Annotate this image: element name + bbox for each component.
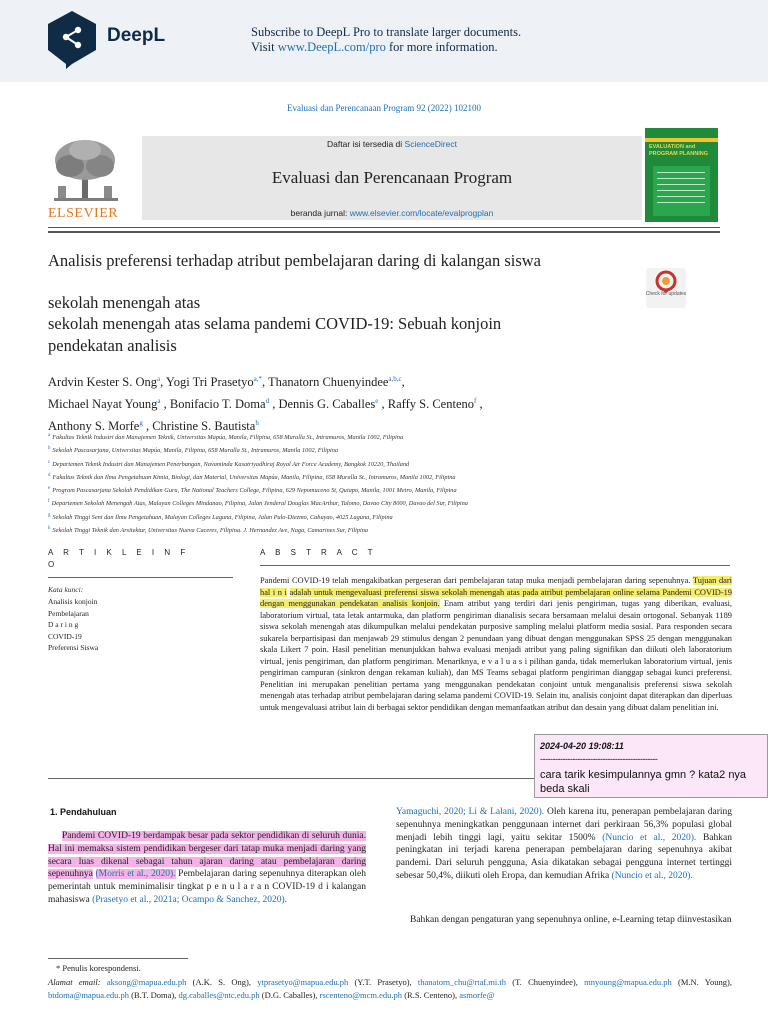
author-line3: Anthony S. Morfe$^g$ , Christine S. Bautista$^h$	[48, 419, 259, 434]
author-affil-sup[interactable]: a	[157, 397, 161, 406]
keyword-item: D a r i n g	[48, 620, 79, 629]
email-owner: (B.T. Doma),	[131, 989, 177, 1000]
author-affil-sup[interactable]: h	[255, 419, 259, 428]
citation-link[interactable]: Yamaguchi, 2020; Li & Lalani, 2020).	[396, 807, 545, 817]
intro-text: Oleh karena itu, penerapan pembelajaran daring sepenuhnya meningkatkan penggunaan internet dari perkiraan 56,3% populasi global menjadi lebih tinggi lagi, yaitu sekitar 1500%	[396, 807, 732, 843]
promo-line1: Subscribe to DeepL Pro to translate larger documents.	[251, 25, 522, 39]
masthead-rule	[48, 227, 720, 228]
deepl-promo	[251, 25, 521, 55]
article-title-line2: sekolah menengah atas	[48, 293, 201, 312]
author-name[interactable]: Michael Nayat Young	[48, 397, 158, 412]
affiliation-list	[48, 430, 728, 536]
affiliation-sup: b	[48, 446, 51, 452]
email-label: Alamat email:	[48, 977, 101, 987]
author-affil-sup[interactable]: f	[474, 397, 477, 406]
section-heading: 1. Pendahuluan	[50, 807, 117, 817]
email-link[interactable]: ytprasetyo@mapua.edu.ph	[257, 977, 349, 987]
email-link[interactable]: thanatorn_chu@rtaf.mi.th	[417, 977, 507, 987]
email-owner: (Y.T. Prasetyo),	[354, 977, 412, 987]
author-name[interactable]: Raffy S. Centeno	[387, 397, 474, 412]
email-owner: (A.K. S. Ong),	[192, 977, 252, 987]
deepl-brand[interactable]: DeepL	[107, 25, 166, 46]
author-list	[48, 370, 718, 436]
journal-title: Evaluasi dan Perencanaan Program	[271, 168, 513, 187]
abstract-body[interactable]	[260, 575, 732, 713]
email-owner: (M.N. Young),	[678, 977, 733, 987]
abstract-highlight-yellow[interactable]: adalah untuk mengevaluasi preferensi siswa sekolah menengah atas pada atribut pembelajaran online selama Pandemi COVID-19 dengan menggunakan pendekatan analisis konjoin.	[260, 587, 732, 608]
author-affil-sup[interactable]: d	[265, 397, 270, 406]
cover-title: EVALUATION and PROGRAM PLANNING	[649, 144, 708, 157]
intro-highlight-pink[interactable]: Pandemi COVID-19 berdampak besar pada sektor pendidikan di seluruh dunia. Hal ini memaksa sistem pendidikan bergeser dari tatap muka menjadi daring yang secara luas dikenal sebagai tahun ajaran daring atau pembelajaran daring sepenuhnya	[48, 831, 366, 880]
elsevier-tree-logo-icon	[48, 136, 124, 206]
promo-tail: for more information.	[389, 40, 498, 54]
intro-right-column	[396, 806, 732, 883]
intro-left-column	[48, 830, 366, 907]
affiliation-sup: g	[48, 512, 51, 518]
author-affil-sup[interactable]: a,*	[253, 375, 262, 383]
article-title-line4: pendekatan analisis	[48, 336, 177, 355]
affiliation-text: Departemen Sekolah Menengah Atas, Malayan Colleges Mindanao, Filipina, Jalan Jenderal Douglas MacArthur, Talomo, Davao City 8000, Davao del Sur, Filipina	[51, 500, 468, 508]
intro-text: Bahkan peningkatan ini terjadi karena penerapan pembelajaran daring sepenuhnya akibat pandemi. Dari seluruh pengguna, Asia dikatakan sebagai pengguna internet tertinggi sebesar 50,4%, diikuti oleh Eropa, dan kemudian Afrika	[396, 832, 732, 881]
masthead-box	[142, 136, 642, 220]
author-name[interactable]: Bonifacio T. Doma	[169, 397, 266, 412]
affiliation-item	[48, 523, 728, 536]
author-affil-sup[interactable]: e	[375, 397, 379, 406]
journal-homepage	[142, 208, 642, 218]
affiliation-item	[48, 457, 728, 470]
affiliation-item	[48, 496, 728, 509]
abstract-heading: A B S T R A C T	[260, 548, 377, 557]
abstract-text: Enam atribut yang terdiri dari jenis pengiriman, tugas yang diberikan, evaluasi, laboratorium virtual, tata letak antarmuka, dan platform pengiriman dianalisis secara bersamaan melalui desain ortogonal. Sebanyak 1189 siswa sekolah menengah atas dikumpulkan melalui pendekatan purposive sampling melalui platform media sosial. Para responden secara sukarela berpartisipasi dan menjawab 29 stimulus dengan 2 penundaan yang dibuat dengan menggunakan SPSS 25 dengan menggunakan skala Likert 7 poin. Hasil penelitian menunjukkan bahwa evaluasi menjadi atribut yang paling signifikan dan diikuti oleh laboratorium virtual, jenis pengiriman, dan platform pengiriman. Menariknya, e v a l u a s i pilihan ganda, tidak memerlukan laboratorium virtual, jenis pengiriman campuran (sinkron dengan rekaman kuliah), dan MS Teams sebagai platform pengiriman dianggap sebagai kunci preferensi. Penelitian ini merupakan penelitian pertama yang menggunakan pendekatan conjoint untuk menganalisis preferensi siswa sekolah menengah atas terhadap atribut pembelajaran daring selama pandemi COVID-19. Selain itu, analisis conjoint dapat diterapkan dan diperluas untuk mengevaluasi atribut lain di berbagai sektor pendidikan dengan memanfaatkan atribut dan desain yang dibuat dalam penelitian ini.	[260, 599, 732, 712]
article-title-line1: Analisis preferensi terhadap atribut pembelajaran daring di kalangan siswa	[48, 251, 541, 270]
email-link[interactable]: aksong@mapua.edu.ph	[106, 977, 187, 987]
author-name[interactable]: Ardvin Kester S. Ong	[48, 375, 158, 390]
abstract-rule	[260, 565, 730, 566]
deepl-pro-link[interactable]: www.DeepL.com/pro	[277, 40, 386, 54]
author-name[interactable]: Dennis G. Caballes	[278, 397, 376, 412]
author-affil-sup[interactable]: a	[157, 375, 161, 383]
contents-available	[142, 139, 642, 149]
email-link[interactable]: dg.caballes@ntc.edu.ph	[178, 989, 260, 1000]
journal-masthead	[48, 128, 720, 224]
affiliation-text: Program Pascasarjana Sekolah Pendidikan Guru, The National Teachers College, Filipina, 629 Nepomuceno St, Quiapo, Manila, 1001 Metro, Manila, Filipina	[52, 487, 457, 495]
author-name[interactable]: Christine S. Bautista	[152, 419, 256, 434]
citation-link[interactable]: (Morris et al., 2020).	[95, 869, 176, 880]
homepage-link[interactable]: www.elsevier.com/locate/evalprogplan	[349, 208, 494, 218]
affiliation-sup: h	[48, 526, 51, 532]
affiliation-text: Sekolah Pascasarjana, Universitas Mapúa, Manila, Filipina, 658 Muralla St., Intramuros, Manila 1002, Filipina	[52, 447, 339, 455]
annotation-note[interactable]	[534, 734, 768, 798]
check-for-updates-label: Check for updates	[645, 291, 687, 297]
article-info-heading: A R T I K L E I N F	[48, 548, 190, 557]
affiliation-sup: d	[48, 472, 51, 478]
abstract-text: Pandemi COVID-19 telah mengakibatkan pergeseran dari pembelajaran tatap muka menjadi pembelajaran daring sepenuhnya.	[260, 576, 691, 585]
check-for-updates-icon[interactable]	[646, 268, 686, 308]
sciencedirect-link[interactable]: ScienceDirect	[404, 139, 457, 149]
intro-right-paragraph2: Bahkan dengan pengaturan yang sepenuhnya online, e-Learning tetap diinvestasikan	[410, 915, 732, 925]
intro-text: Pembelajaran daring sepenuhnya diterapkan oleh pemerintah untuk meminimalisir tingkat p e n u l a r a n COVID-19 d i kalangan mahasiswa	[48, 869, 367, 905]
author-line1: Ardvin Kester S. Ong$^a$, Yogi Tri Prasetyo$^{a,*}$, Thanatorn Chuenyindee$^{a,b,c}$,	[48, 375, 405, 390]
journal-reference-link[interactable]: Evaluasi dan Perencanaan Program 92 (2022) 102100	[287, 103, 481, 113]
affiliation-item	[48, 483, 728, 496]
corresponding-author-note: * Penulis korespondensi.	[56, 963, 141, 973]
email-link[interactable]: rscenteno@mcm.edu.ph	[319, 989, 403, 1000]
email-owner: (D.G. Caballes),	[261, 989, 318, 1000]
affiliation-text: Fakultas Teknik Industri dan Manajemen Teknik, Universitas Mapúa, Manila, Filipina, 658 Muralla St., Intramuros, Manila 1002, Filipina	[52, 434, 404, 442]
deepl-banner	[0, 0, 768, 82]
cover-lines	[657, 172, 705, 173]
affiliation-item	[48, 443, 728, 456]
promo-line2	[251, 40, 521, 55]
keyword-item: Analisis konjoin	[48, 597, 98, 606]
promo-visit: Visit	[251, 40, 275, 54]
keyword-item: Pembelajaran	[48, 608, 89, 618]
article-info-heading-wrap: O	[48, 560, 59, 569]
keywords-title: Kata kunci:	[48, 585, 84, 594]
author-name[interactable]: Yogi Tri Prasetyo	[165, 375, 254, 390]
author-affil-sup[interactable]: a,b,c	[388, 375, 402, 383]
keyword-item: COVID-19	[48, 631, 82, 641]
affiliation-item	[48, 430, 728, 443]
journal-cover-image[interactable]	[645, 128, 718, 222]
affiliation-sup: c	[48, 459, 51, 465]
elsevier-wordmark: ELSEVIER	[48, 206, 119, 221]
cover-panel	[653, 166, 710, 216]
email-owner: (R.S. Centeno),	[404, 989, 458, 1000]
cover-stripe	[645, 138, 718, 142]
article-info-rule	[48, 577, 233, 578]
affiliation-text: Sekolah Tinggi Teknik dan Arsitektur, Universitas Nueva Caceres, Filipina. J. Hernandez Ave, Naga, Camarines Sur, Filipina	[52, 527, 369, 535]
citation-link[interactable]: (Nuncio et al., 2020).	[602, 832, 697, 843]
affiliation-sup: a	[48, 433, 51, 438]
masthead-rule-thick	[48, 231, 720, 233]
affiliation-text: Departemen Teknik Industri dan Manajemen Penerbangan, Navaminda Kasatriyadhiraj Royal Air Force Academy, Bangkok 10220, Thailand	[52, 460, 410, 468]
affiliation-text: Fakultas Teknik dan Ilmu Pengetahuan Kimia, Biologi, dan Material, Universitas Mapúa, Manila, Filipina, 658 Muralla St., Intramuros, Manila 1002, Filipina	[52, 473, 456, 481]
email-owner: (T. Chuenyindee),	[512, 977, 578, 987]
keyword-item: Preferensi Siswa	[48, 643, 99, 652]
citation-link[interactable]: (Nuncio et al., 2020).	[611, 870, 693, 881]
abstract-highlight-yellow[interactable]: Tujuan dari hal i n i	[260, 576, 732, 597]
keyword-list	[48, 596, 98, 654]
author-name[interactable]: Anthony S. Morfe	[48, 419, 140, 434]
affiliation-sup: e	[48, 486, 51, 492]
note-timestamp: 2024-04-20 19:08:11	[540, 741, 624, 751]
homepage-label: beranda jurnal:	[290, 208, 348, 218]
deepl-logo-icon[interactable]	[46, 10, 98, 70]
available-text: Daftar isi tersedia di	[327, 139, 403, 149]
affiliation-sup: f	[48, 499, 50, 505]
note-text[interactable]: cara tarik kesimpulannya gmn ? kata2 nya beda skali	[540, 769, 747, 795]
email-link[interactable]: asmorfe@	[459, 989, 495, 1000]
email-link[interactable]: mnyoung@mapua.edu.ph	[584, 977, 672, 987]
affiliation-text: Sekolah Tinggi Seni dan Ilmu Pengetahuan, Malayan Colleges Laguna, Filipina, Jalan Pulo-Diezmo, Cabuyao, 4025 Laguna, Filipina	[52, 513, 393, 521]
footnote-rule	[48, 958, 188, 959]
article-title-line3: sekolah menengah atas selama pandemi COVID-19: Sebuah konjoin	[48, 314, 502, 333]
author-name[interactable]: Thanatorn Chuenyindee	[267, 375, 389, 390]
affiliation-item	[48, 470, 728, 483]
author-line2: Michael Nayat Young$^a$ , Bonifacio T. Doma$^d$ , Dennis G. Caballes$^e$ , Raffy S. Centeno$^f$ ,	[48, 397, 483, 412]
note-divider: -----------------------------------------------	[540, 754, 658, 764]
email-footnote	[48, 976, 732, 1001]
affiliation-item	[48, 510, 728, 523]
author-affil-sup[interactable]: g	[139, 419, 143, 428]
email-link[interactable]: btdoma@mapua.edu.ph	[48, 989, 130, 1000]
citation-link[interactable]: (Prasetyo et al., 2021a; Ocampo & Sanchez, 2020).	[92, 894, 288, 905]
